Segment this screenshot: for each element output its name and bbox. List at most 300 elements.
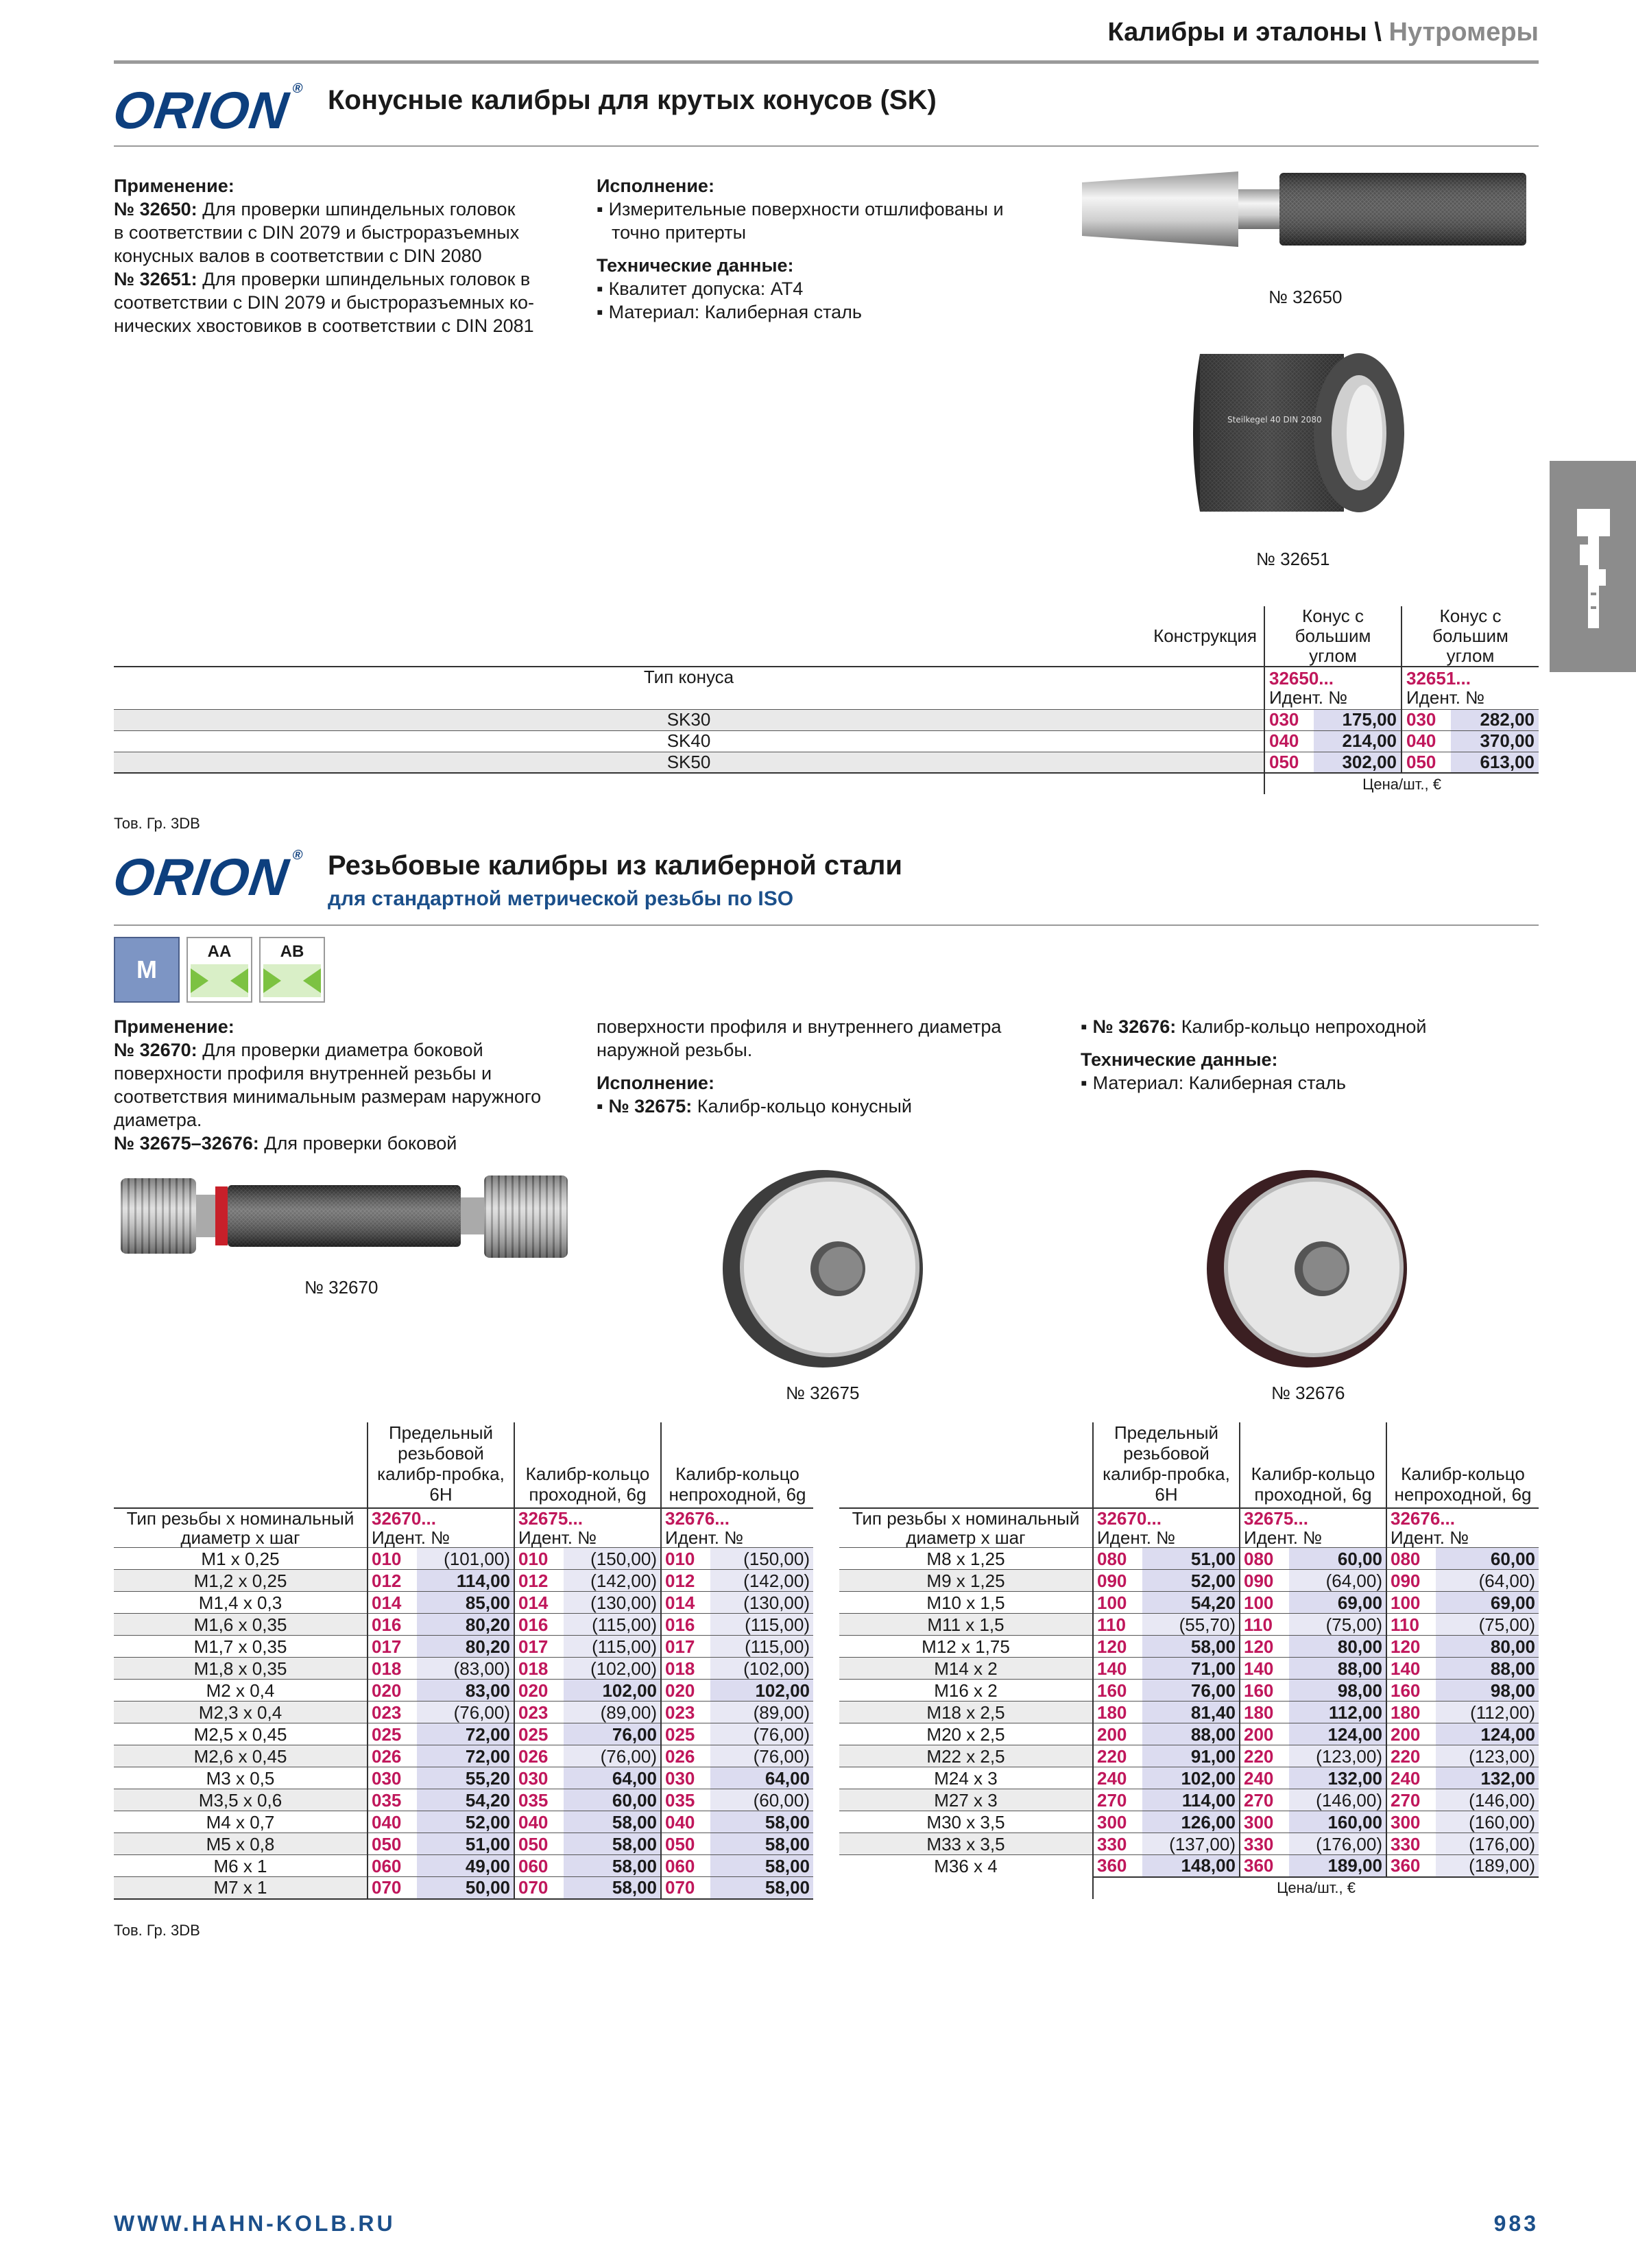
ident-code: 060 [368, 1855, 417, 1877]
ident-code: 025 [514, 1723, 564, 1745]
price-note-1: Цена/шт., € [1264, 773, 1539, 794]
table-row [839, 1855, 1539, 1877]
price-cell: (115,00) [710, 1636, 813, 1658]
head-32676-r: Калибр-кольцо непроходной, 6g [1386, 1422, 1539, 1508]
ident-code: 120 [1093, 1636, 1142, 1658]
execution-heading: Исполнение: [597, 176, 714, 196]
col1-code-cell: 32650... Идент. № [1264, 667, 1402, 709]
footer-url[interactable]: WWW.HAHN-KOLB.RU [114, 2211, 396, 2236]
section2-rule [114, 924, 1539, 926]
ident-code: 110 [1386, 1614, 1436, 1636]
app1-line-1: в соответствии с DIN 2079 и быстроразъемных [114, 222, 520, 243]
price-cell: 102,00 [564, 1680, 661, 1702]
ident-code: 017 [514, 1636, 564, 1658]
price-cell: (76,00) [564, 1745, 661, 1767]
ident-code: 080 [1240, 1548, 1289, 1570]
ident-code: 018 [368, 1658, 417, 1680]
price-cell: 58,00 [564, 1855, 661, 1877]
price-cell: 102,00 [710, 1680, 813, 1702]
table-row: SK50 050 302,00 050 613,00 [114, 752, 1539, 773]
badge-aa: AA [187, 937, 252, 1003]
table-row [114, 1877, 813, 1899]
ident-code: 035 [368, 1789, 417, 1811]
table-row: SK40 040 214,00 040 370,00 [114, 730, 1539, 752]
ident-code: 330 [1240, 1833, 1289, 1855]
section1-execution [597, 174, 1049, 324]
table-row [839, 1702, 1539, 1723]
ident-code: 014 [368, 1592, 417, 1614]
ident-code: 030 [368, 1767, 417, 1789]
price-cell: 58,00 [710, 1855, 813, 1877]
type-label-right: Тип резьбы х номинальный диаметр х шаг [839, 1508, 1093, 1548]
ident-code: 010 [514, 1548, 564, 1570]
arrow-badge-icon [261, 962, 324, 1000]
app1-line-0: № 32650: Для проверки шпиндельных головок [114, 199, 516, 219]
header-main: Калибры и эталоны [1107, 18, 1367, 47]
header-separator: \ [1367, 18, 1389, 47]
table-row [839, 1767, 1539, 1789]
ident-code: 014 [661, 1592, 710, 1614]
thread-label: M2,5 x 0,45 [114, 1723, 368, 1745]
thread-label: M27 x 3 [839, 1789, 1093, 1811]
ident-code: 180 [1093, 1702, 1142, 1723]
section1-title: Конусные калибры для крутых конусов (SK) [328, 85, 937, 115]
caption-32651: № 32651 [1256, 549, 1330, 569]
app2-line-2: нических хвостовиков в соответствии с DIN 2081 [114, 315, 534, 336]
price-cell: 52,00 [417, 1811, 514, 1833]
price-cell: 148,00 [1142, 1855, 1240, 1877]
table-row [114, 1833, 813, 1855]
ident-code: 016 [368, 1614, 417, 1636]
price-cell: (150,00) [710, 1548, 813, 1570]
ident-code: 020 [514, 1680, 564, 1702]
price-cell: 60,00 [1436, 1548, 1539, 1570]
ident-code: 030 [514, 1767, 564, 1789]
ident-code: 035 [661, 1789, 710, 1811]
head-32675: Калибр-кольцо проходной, 6g [514, 1422, 661, 1508]
price-cell: (123,00) [1436, 1745, 1539, 1767]
thread-label: M24 x 3 [839, 1767, 1093, 1789]
tech-heading: Технические данные: [597, 255, 794, 276]
side-tab[interactable] [1550, 461, 1636, 672]
table-row [114, 1789, 813, 1811]
ident-code: 330 [1386, 1833, 1436, 1855]
ident-code: 330 [1093, 1833, 1142, 1855]
type-label: Тип конуса [114, 667, 1264, 709]
price-cell: 50,00 [417, 1877, 514, 1899]
price-cell: 88,00 [1436, 1658, 1539, 1680]
design-label: Конструкция [1153, 625, 1257, 646]
table-thread-right: Предельный резьбовой калибр-пробка, 6H Калибр-кольцо проходной, 6g Калибр-кольцо непроходной, 6g Тип резьбы х номинальный диаметр х шаг 32670... Идент. № 32675... Идент. № 32676... Идент. № M8 x 1,25 080 51,00 080 60,00 080 60,00 M9 x 1,25 090 52,00 090 (64,00) 090 (64,00) M10 x 1,5 100 54,20 100 69,00 100 69,00 M11 x 1,5 110 (55,70) 110 (75,00) 110 (75,00) M12 x 1,75 120 58,00 120 80,00 120 80,00 M14 x 2 140 71,00 140 88,00 140 88,00 M16 x 2 160 76,00 160 98,00 160 98,00 M18 x 2,5 180 81,40 180 112,00 180 (112,00) M20 x 2,5 200 88,00 200 124,00 200 124,00 M22 x 2,5 220 91,00 220 (123,00) 220 (123,00) M24 x 3 240 102,00 240 132,00 240 132,00 M27 x 3 270 114,00 270 (146,00) 270 (146,00) M30 x 3,5 300 126,00 300 160,00 300 (160,00) M33 x 3,5 330 (137,00) 330 (176,00) 330 (176,00) M36 x 4 360 148,00 360 189,00 360 (189,00) Цена/шт., € [839, 1422, 1539, 1899]
thread-label: M12 x 1,75 [839, 1636, 1093, 1658]
ident-code: 270 [1386, 1789, 1436, 1811]
ident-code: 100 [1386, 1592, 1436, 1614]
table-row [114, 1570, 813, 1592]
price-cell: 69,00 [1436, 1592, 1539, 1614]
orion-logo-2: ORION® [110, 848, 304, 907]
table-row [839, 1811, 1539, 1833]
head-32675-r: Калибр-кольцо проходной, 6g [1240, 1422, 1386, 1508]
ident-code: 300 [1386, 1811, 1436, 1833]
price-cell: 98,00 [1289, 1680, 1386, 1702]
page-header-title [1107, 18, 1539, 47]
thread-label: M11 x 1,5 [839, 1614, 1093, 1636]
price-cell: 54,20 [417, 1789, 514, 1811]
head-32670-r: Предельный резьбовой калибр-пробка, 6H [1093, 1422, 1240, 1508]
ident-code: 270 [1093, 1789, 1142, 1811]
ident-code: 080 [1093, 1548, 1142, 1570]
thread-label: M30 x 3,5 [839, 1811, 1093, 1833]
knurled-ring-gauge [1179, 326, 1412, 539]
ident-code: 090 [1240, 1570, 1289, 1592]
ident-code: 023 [661, 1702, 710, 1723]
caption-32650: № 32650 [1268, 287, 1343, 307]
ident-code: 026 [661, 1745, 710, 1767]
caption-32676: № 32676 [1271, 1383, 1345, 1403]
ident-code: 025 [368, 1723, 417, 1745]
price-cell: 83,00 [417, 1680, 514, 1702]
ident-code: 070 [368, 1877, 417, 1899]
price-cell: (64,00) [1289, 1570, 1386, 1592]
table-row [839, 1833, 1539, 1855]
ident-code: 020 [661, 1680, 710, 1702]
ident-code: 060 [514, 1855, 564, 1877]
ident-code: 200 [1240, 1723, 1289, 1745]
ident-code: 030 [661, 1767, 710, 1789]
table-row [839, 1723, 1539, 1745]
side-tab-caliper-icon [1573, 503, 1614, 634]
price-cell: (150,00) [564, 1548, 661, 1570]
price-cell: 80,00 [1289, 1636, 1386, 1658]
thread-label: M36 x 4 [839, 1855, 1093, 1877]
ident-code: 017 [661, 1636, 710, 1658]
table-row [114, 1723, 813, 1745]
caption-32670: № 32670 [304, 1277, 378, 1298]
price-cell: 49,00 [417, 1855, 514, 1877]
price-cell: (55,70) [1142, 1614, 1240, 1636]
ident-code: 010 [368, 1548, 417, 1570]
price-cell: (115,00) [564, 1636, 661, 1658]
application-heading: Применение: [114, 176, 234, 196]
price-cell: 80,00 [1436, 1636, 1539, 1658]
thread-label: M2 x 0,4 [114, 1680, 368, 1702]
price-cell: (60,00) [710, 1789, 813, 1811]
price-cell: 114,00 [1142, 1789, 1240, 1811]
section2-right: ▪ № 32676: Калибр-кольцо непроходной Технические данные: ▪ Материал: Калиберная сталь [1081, 1015, 1533, 1095]
section2-title: Резьбовые калибры из калиберной стали [328, 850, 902, 881]
app2-line-0: № 32651: Для проверки шпиндельных головок в [114, 269, 531, 289]
price-cell: 72,00 [417, 1745, 514, 1767]
price-cell: (189,00) [1436, 1855, 1539, 1877]
table-row [839, 1548, 1539, 1570]
thread-ring-gauge-nogo [1204, 1166, 1410, 1372]
price-cell: (101,00) [417, 1548, 514, 1570]
price-cell: 88,00 [1289, 1658, 1386, 1680]
ident-code: 180 [1240, 1702, 1289, 1723]
table-row [839, 1680, 1539, 1702]
thread-label: M20 x 2,5 [839, 1723, 1093, 1745]
price-cell: 58,00 [710, 1877, 813, 1899]
thread-label: M4 x 0,7 [114, 1811, 368, 1833]
ident-code: 080 [1386, 1548, 1436, 1570]
thread-label: M1 x 0,25 [114, 1548, 368, 1570]
price-cell: (146,00) [1436, 1789, 1539, 1811]
table-row [114, 1548, 813, 1570]
ident-code: 160 [1240, 1680, 1289, 1702]
price-cell: 64,00 [710, 1767, 813, 1789]
price-cell: (89,00) [710, 1702, 813, 1723]
ident-code: 360 [1386, 1855, 1436, 1877]
ident-code: 140 [1240, 1658, 1289, 1680]
price-cell: 76,00 [1142, 1680, 1240, 1702]
price-cell: 98,00 [1436, 1680, 1539, 1702]
table-row [839, 1658, 1539, 1680]
col2-code-cell: 32651... Идент. № [1402, 667, 1539, 709]
ident-code: 300 [1240, 1811, 1289, 1833]
thread-label: M2,3 x 0,4 [114, 1702, 368, 1723]
price-cell: 102,00 [1142, 1767, 1240, 1789]
ident-code: 010 [661, 1548, 710, 1570]
thread-plug-gauge [114, 1166, 573, 1269]
thread-label: M1,4 x 0,3 [114, 1592, 368, 1614]
ident-code: 120 [1240, 1636, 1289, 1658]
ident-code: 050 [514, 1833, 564, 1855]
table-row [839, 1789, 1539, 1811]
ident-code: 050 [368, 1833, 417, 1855]
table-thread-left: Предельный резьбовой калибр-пробка, 6H Калибр-кольцо проходной, 6g Калибр-кольцо непроходной, 6g Тип резьбы х номинальный диаметр х шаг 32670... Идент. № 32675... Идент. № 32676... Идент. № M1 x 0,25 010 (101,00) 010 (150,00) 010 (150,00) M1,2 x 0,25 012 114,00 012 (142,00) 012 (142,00) M1,4 x 0,3 014 85,00 014 (130,00) 014 (130,00) M1,6 x 0,35 016 80,20 016 (115,00) 016 (115,00) M1,7 x 0,35 017 80,20 017 (115,00) 017 (115,00) M1,8 x 0,35 018 (83,00) 018 (102,00) 018 (102,00) M2 x 0,4 020 83,00 020 102,00 020 102,00 M2,3 x 0,4 023 (76,00) 023 (89,00) 023 (89,00) M2,5 x 0,45 025 72,00 025 76,00 025 (76,00) M2,6 x 0,45 026 72,00 026 (76,00) 026 (76,00) M3 x 0,5 030 55,20 030 64,00 030 64,00 M3,5 x 0,6 035 54,20 035 60,00 035 (60,00) M4 x 0,7 040 52,00 040 58,00 040 58,00 M5 x 0,8 050 51,00 050 58,00 050 58,00 M6 x 1 060 49,00 060 58,00 060 58,00 M7 x 1 070 50,00 070 58,00 070 58,00 [114, 1422, 813, 1900]
price-cell: 114,00 [417, 1570, 514, 1592]
ident-code: 200 [1093, 1723, 1142, 1745]
table-row [114, 1680, 813, 1702]
ident-code: 035 [514, 1789, 564, 1811]
price-cell: 132,00 [1436, 1767, 1539, 1789]
price-cell: 71,00 [1142, 1658, 1240, 1680]
price-cell: 51,00 [417, 1833, 514, 1855]
section2-middle: поверхности профиля и внутреннего диаметра наружной резьбы. Исполнение: ▪ № 32675: Калибр-кольцо конусный [597, 1015, 1063, 1118]
price-cell: 85,00 [417, 1592, 514, 1614]
table-row [839, 1614, 1539, 1636]
price-cell: 126,00 [1142, 1811, 1240, 1833]
type-label-left: Тип резьбы х номинальный диаметр х шаг [114, 1508, 368, 1548]
table-row: SK30 030 175,00 030 282,00 [114, 709, 1539, 730]
price-cell: 64,00 [564, 1767, 661, 1789]
price-cell: 58,00 [564, 1811, 661, 1833]
table-row [839, 1636, 1539, 1658]
table-row [114, 1855, 813, 1877]
thread-label: M1,2 x 0,25 [114, 1570, 368, 1592]
execution-line-1: точно притерты [612, 222, 746, 243]
ident-code: 300 [1093, 1811, 1142, 1833]
ident-code: 070 [661, 1877, 710, 1899]
ident-code: 200 [1386, 1723, 1436, 1745]
price-cell: 80,20 [417, 1614, 514, 1636]
price-cell: (115,00) [710, 1614, 813, 1636]
ident-code: 023 [514, 1702, 564, 1723]
price-cell: 72,00 [417, 1723, 514, 1745]
price-cell: 52,00 [1142, 1570, 1240, 1592]
price-cell: 60,00 [564, 1789, 661, 1811]
ident-code: 100 [1240, 1592, 1289, 1614]
thread-label: M1,8 x 0,35 [114, 1658, 368, 1680]
price-cell: (102,00) [710, 1658, 813, 1680]
execution-line-0: ▪ Измерительные поверхности отшлифованы и [597, 198, 1049, 221]
table-row [114, 1702, 813, 1723]
header-sub: Нутромеры [1388, 18, 1539, 47]
price-cell: (64,00) [1436, 1570, 1539, 1592]
section2-application: Применение: № 32670: Для проверки диаметра боковой поверхности профиля внутренней резьбы и соответствия минимальным размерам наружного диаметра. № 32675–32676: Для проверки боковой [114, 1016, 542, 1154]
price-note-2: Цена/шт., € [1093, 1877, 1539, 1899]
col1-head: Конус с большим углом [1264, 606, 1402, 667]
ident-code: 040 [368, 1811, 417, 1833]
price-cell: 58,00 [710, 1811, 813, 1833]
ident-code: 012 [368, 1570, 417, 1592]
price-cell: (112,00) [1436, 1702, 1539, 1723]
head-32670: Предельный резьбовой калибр-пробка, 6H [368, 1422, 514, 1508]
ident-code: 018 [661, 1658, 710, 1680]
table-row [839, 1592, 1539, 1614]
caption-32675: № 32675 [786, 1383, 860, 1403]
product-group-2: Тов. Гр. 3DB [114, 1922, 200, 1939]
thread-label: M5 x 0,8 [114, 1833, 368, 1855]
badge-ab: AB [259, 937, 325, 1003]
orion-logo: ORION® [110, 81, 304, 140]
price-cell: (130,00) [710, 1592, 813, 1614]
price-cell: (76,00) [710, 1745, 813, 1767]
price-cell: 58,00 [564, 1833, 661, 1855]
ident-code: 180 [1386, 1702, 1436, 1723]
price-cell: 60,00 [1289, 1548, 1386, 1570]
price-cell: (176,00) [1436, 1833, 1539, 1855]
thread-label: M22 x 2,5 [839, 1745, 1093, 1767]
price-cell: 124,00 [1289, 1723, 1386, 1745]
ident-code: 160 [1386, 1680, 1436, 1702]
ident-code: 040 [514, 1811, 564, 1833]
price-cell: 58,00 [1142, 1636, 1240, 1658]
thread-label: M2,6 x 0,45 [114, 1745, 368, 1767]
thread-label: M18 x 2,5 [839, 1702, 1093, 1723]
ident-code: 240 [1386, 1767, 1436, 1789]
ident-code: 023 [368, 1702, 417, 1723]
price-cell: 160,00 [1289, 1811, 1386, 1833]
table-row [114, 1658, 813, 1680]
arrow-badge-icon [188, 962, 251, 1000]
thread-label: M10 x 1,5 [839, 1592, 1093, 1614]
ident-code: 016 [661, 1614, 710, 1636]
thread-label: M3 x 0,5 [114, 1767, 368, 1789]
price-cell: (137,00) [1142, 1833, 1240, 1855]
thread-label: M16 x 2 [839, 1680, 1093, 1702]
price-cell: (115,00) [564, 1614, 661, 1636]
ident-code: 220 [1386, 1745, 1436, 1767]
knurled-taper-gauge [1081, 165, 1529, 254]
ident-code: 060 [661, 1855, 710, 1877]
ident-code: 090 [1093, 1570, 1142, 1592]
price-cell: (130,00) [564, 1592, 661, 1614]
section2-subtitle: для стандартной метрической резьбы по ISO [328, 887, 794, 910]
ident-code: 018 [514, 1658, 564, 1680]
price-cell: (142,00) [564, 1570, 661, 1592]
table-row [839, 1745, 1539, 1767]
price-cell: (123,00) [1289, 1745, 1386, 1767]
price-cell: 81,40 [1142, 1702, 1240, 1723]
price-cell: 55,20 [417, 1767, 514, 1789]
ident-code: 026 [514, 1745, 564, 1767]
tech-item-0: ▪ Квалитет допуска: AT4 [597, 277, 1049, 300]
price-cell: (89,00) [564, 1702, 661, 1723]
table-row [114, 1811, 813, 1833]
thread-label: M33 x 3,5 [839, 1833, 1093, 1855]
ident-code: 012 [661, 1570, 710, 1592]
ident-code: 120 [1386, 1636, 1436, 1658]
table-sk [114, 606, 1539, 794]
price-cell: (76,00) [417, 1702, 514, 1723]
ident-code: 360 [1240, 1855, 1289, 1877]
ident-code: 240 [1093, 1767, 1142, 1789]
price-cell: (142,00) [710, 1570, 813, 1592]
thread-ring-gauge-go [720, 1166, 926, 1372]
thread-label: M1,7 x 0,35 [114, 1636, 368, 1658]
badge-m: M [114, 937, 180, 1003]
price-cell: 124,00 [1436, 1723, 1539, 1745]
ident-code: 017 [368, 1636, 417, 1658]
price-cell: 189,00 [1289, 1855, 1386, 1877]
price-cell: 51,00 [1142, 1548, 1240, 1570]
app2-line-1: соответствии с DIN 2079 и быстроразъемных ко- [114, 292, 535, 313]
price-cell: 58,00 [564, 1877, 661, 1899]
ident-code: 070 [514, 1877, 564, 1899]
ident-code: 140 [1093, 1658, 1142, 1680]
thread-label: M7 x 1 [114, 1877, 368, 1899]
price-cell: 54,20 [1142, 1592, 1240, 1614]
ident-code: 026 [368, 1745, 417, 1767]
ident-code: 020 [368, 1680, 417, 1702]
thread-label: M8 x 1,25 [839, 1548, 1093, 1570]
head-32676: Калибр-кольцо непроходной, 6g [661, 1422, 813, 1508]
thread-label: M6 x 1 [114, 1855, 368, 1877]
price-cell: 69,00 [1289, 1592, 1386, 1614]
table-row [839, 1570, 1539, 1592]
ident-code: 220 [1093, 1745, 1142, 1767]
price-cell: 112,00 [1289, 1702, 1386, 1723]
price-cell: (83,00) [417, 1658, 514, 1680]
table-row [114, 1767, 813, 1789]
ident-code: 100 [1093, 1592, 1142, 1614]
table-row [114, 1636, 813, 1658]
col2-head: Конус с большим углом [1402, 606, 1539, 667]
price-cell: 91,00 [1142, 1745, 1240, 1767]
ident-code: 016 [514, 1614, 564, 1636]
thread-label: M9 x 1,25 [839, 1570, 1093, 1592]
ring-engraving: Steilkegel 40 DIN 2080 [1227, 415, 1322, 425]
ident-code: 110 [1240, 1614, 1289, 1636]
price-cell: 132,00 [1289, 1767, 1386, 1789]
price-cell: (160,00) [1436, 1811, 1539, 1833]
price-cell: (102,00) [564, 1658, 661, 1680]
price-cell: 80,20 [417, 1636, 514, 1658]
price-cell: 88,00 [1142, 1723, 1240, 1745]
header-rule [114, 60, 1539, 64]
thread-label: M1,6 x 0,35 [114, 1614, 368, 1636]
price-cell: (176,00) [1289, 1833, 1386, 1855]
price-cell: (76,00) [710, 1723, 813, 1745]
tech-item-1: ▪ Материал: Калиберная сталь [597, 300, 1049, 324]
ident-code: 110 [1093, 1614, 1142, 1636]
price-cell: 76,00 [564, 1723, 661, 1745]
price-cell: (75,00) [1289, 1614, 1386, 1636]
app1-line-2: конусных валов в соответствии с DIN 2080 [114, 246, 482, 266]
ident-code: 050 [661, 1833, 710, 1855]
thread-label: M3,5 x 0,6 [114, 1789, 368, 1811]
